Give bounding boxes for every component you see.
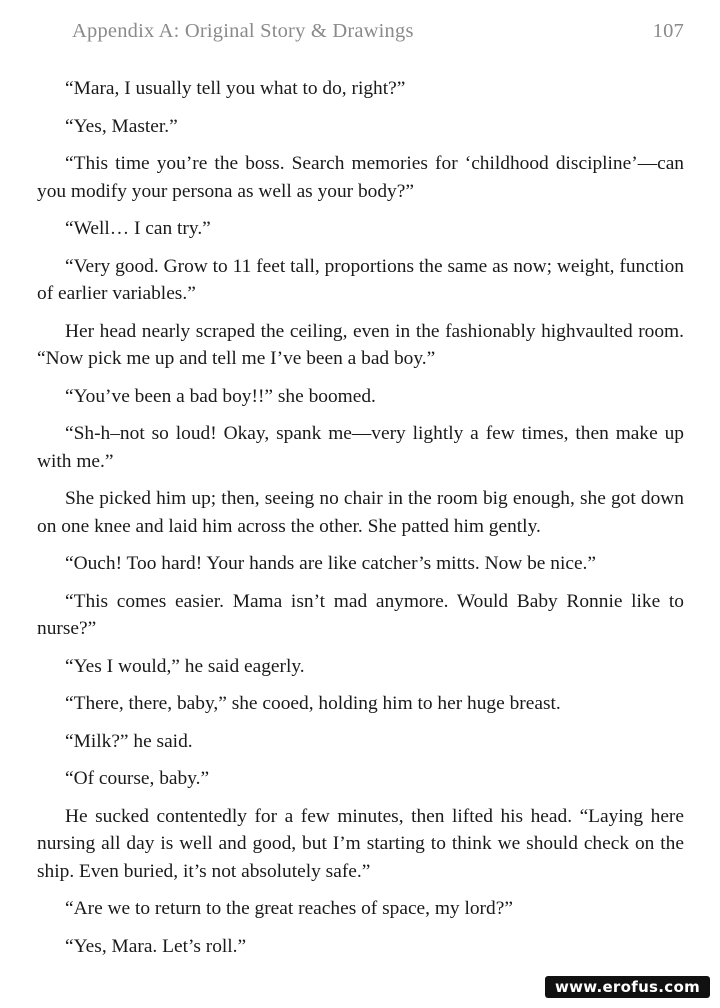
chapter-title: Appendix A: Original Story & Drawings [72, 20, 414, 42]
paragraph: “You’ve been a bad boy!!” she boomed. [65, 385, 376, 407]
paragraph: “This time you’re the boss. Search memories for ‘childhood discipline’—can you modify your persona as well as your body?” [37, 153, 684, 202]
story-body [37, 75, 684, 970]
paragraph: “Mara, I usually tell you what to do, right?” [65, 78, 406, 99]
paragraph: “There, there, baby,” she cooed, holding him to her huge breast. [65, 693, 561, 714]
paragraph: “Milk?” he said. [65, 730, 193, 752]
paragraph: Her head nearly scraped the ceiling, even in the fashionably highvaulted room. “Now pick me up and tell me I’ve been a bad boy.” [37, 320, 684, 369]
paragraph: “Of course, baby.” [65, 768, 210, 789]
paragraph: “Sh-h–not so loud! Okay, spank me—very lightly a few times, then make up with me.” [37, 423, 684, 472]
paragraph: She picked him up; then, seeing no chair in the room big enough, she got down on one knee and laid him across the other. She patted him gently. [37, 488, 684, 537]
paragraph: “Yes, Mara. Let’s roll.” [65, 935, 247, 957]
page-number: 107 [652, 20, 684, 42]
paragraph: “Well… I can try.” [65, 218, 211, 239]
running-head [72, 20, 684, 43]
paragraph: “Are we to return to the great reaches of space, my lord?” [65, 898, 513, 919]
paragraph: “Very good. Grow to 11 feet tall, proportions the same as now; weight, function of earlier variables.” [37, 255, 684, 304]
watermark-link[interactable]: www.erofus.com [545, 976, 710, 998]
paragraph: He sucked contentedly for a few minutes, then lifted his head. “Laying here nursing all day is well and good, but I’m starting to think we should check on the ship. Even buried, it’s not absolutely safe.” [37, 805, 684, 882]
paragraph: “This comes easier. Mama isn’t mad anymore. Would Baby Ronnie like to nurse?” [37, 590, 684, 639]
paragraph: “Yes I would,” he said eagerly. [65, 655, 305, 677]
paragraph: “Yes, Master.” [65, 115, 178, 137]
paragraph: “Ouch! Too hard! Your hands are like catcher’s mitts. Now be nice.” [65, 553, 597, 574]
